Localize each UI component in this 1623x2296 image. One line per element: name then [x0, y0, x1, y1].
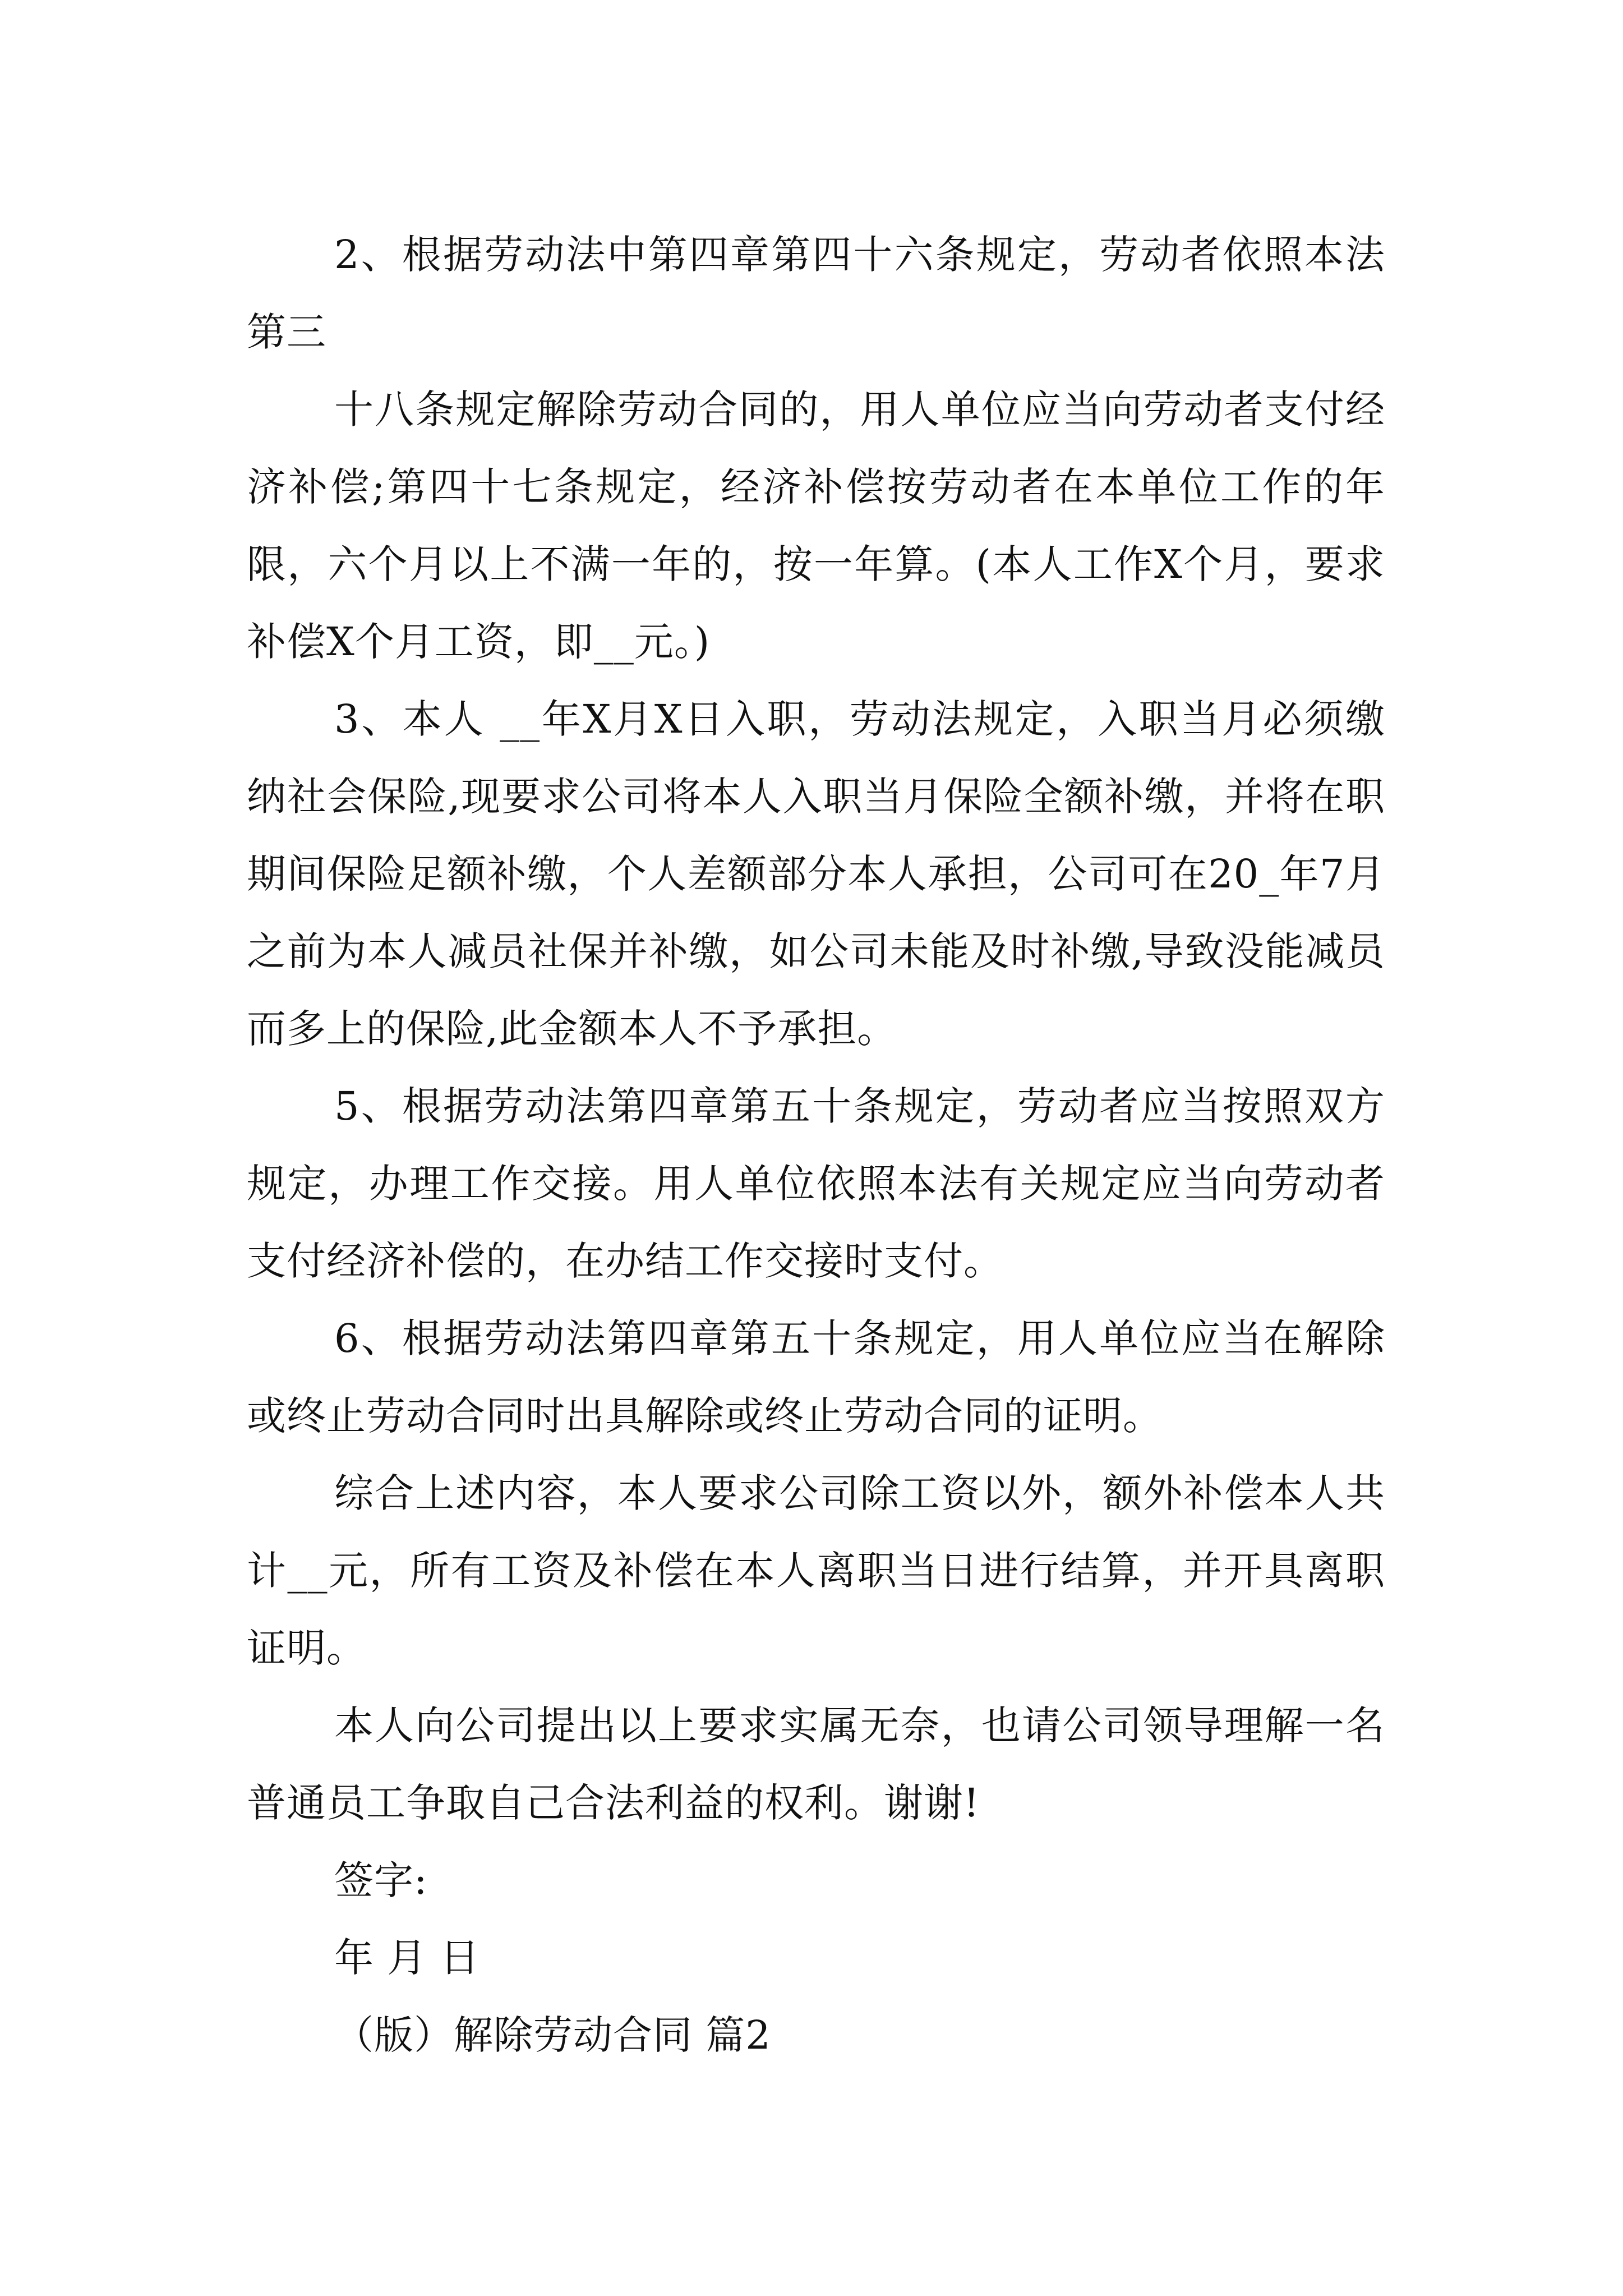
paragraph-clause-2: 2、根据劳动法中第四章第四十六条规定，劳动者依照本法第三 — [247, 232, 1385, 355]
next-section-title: （版）解除劳动合同 篇2 — [334, 2012, 771, 2058]
date-label: 年 月 日 — [334, 1935, 480, 1981]
paragraph-clause-2-continued: 十八条规定解除劳动合同的，用人单位应当向劳动者支付经济补偿;第四十七条规定，经济补偿按劳动者在本单位工作的年限，六个月以上不满一年的，按一年算。(本人工作X个月，要求补偿X个月工资，即__元。) — [247, 386, 1385, 665]
document-body — [247, 216, 1385, 2074]
paragraph-clause-5: 5、根据劳动法第四章第五十条规定，劳动者应当按照双方规定，办理工作交接。用人单位依照本法有关规定应当向劳动者支付经济补偿的，在办结工作交接时支付。 — [247, 1083, 1385, 1284]
paragraph-clause-3: 3、本人 __年X月X日入职，劳动法规定，入职当月必须缴纳社会保险,现要求公司将本人入职当月保险全额补缴，并将在职期间保险足额补缴，个人差额部分本人承担，公司可在20_年7月之前为本人减员社保并补缴，如公司未能及时补缴,导致没能减员而多上的保险,此金额本人不予承担。 — [247, 696, 1385, 1052]
paragraph-clause-6: 6、根据劳动法第四章第五十条规定，用人单位应当在解除或终止劳动合同时出具解除或终止劳动合同的证明。 — [247, 1315, 1385, 1439]
paragraph-closing: 本人向公司提出以上要求实属无奈，也请公司领导理解一名普通员工争取自己合法利益的权利。谢谢! — [247, 1703, 1385, 1826]
signature-label: 签字: — [334, 1857, 428, 1903]
paragraph-summary: 综合上述内容，本人要求公司除工资以外，额外补偿本人共计__元，所有工资及补偿在本人离职当日进行结算，并开具离职证明。 — [247, 1470, 1385, 1671]
